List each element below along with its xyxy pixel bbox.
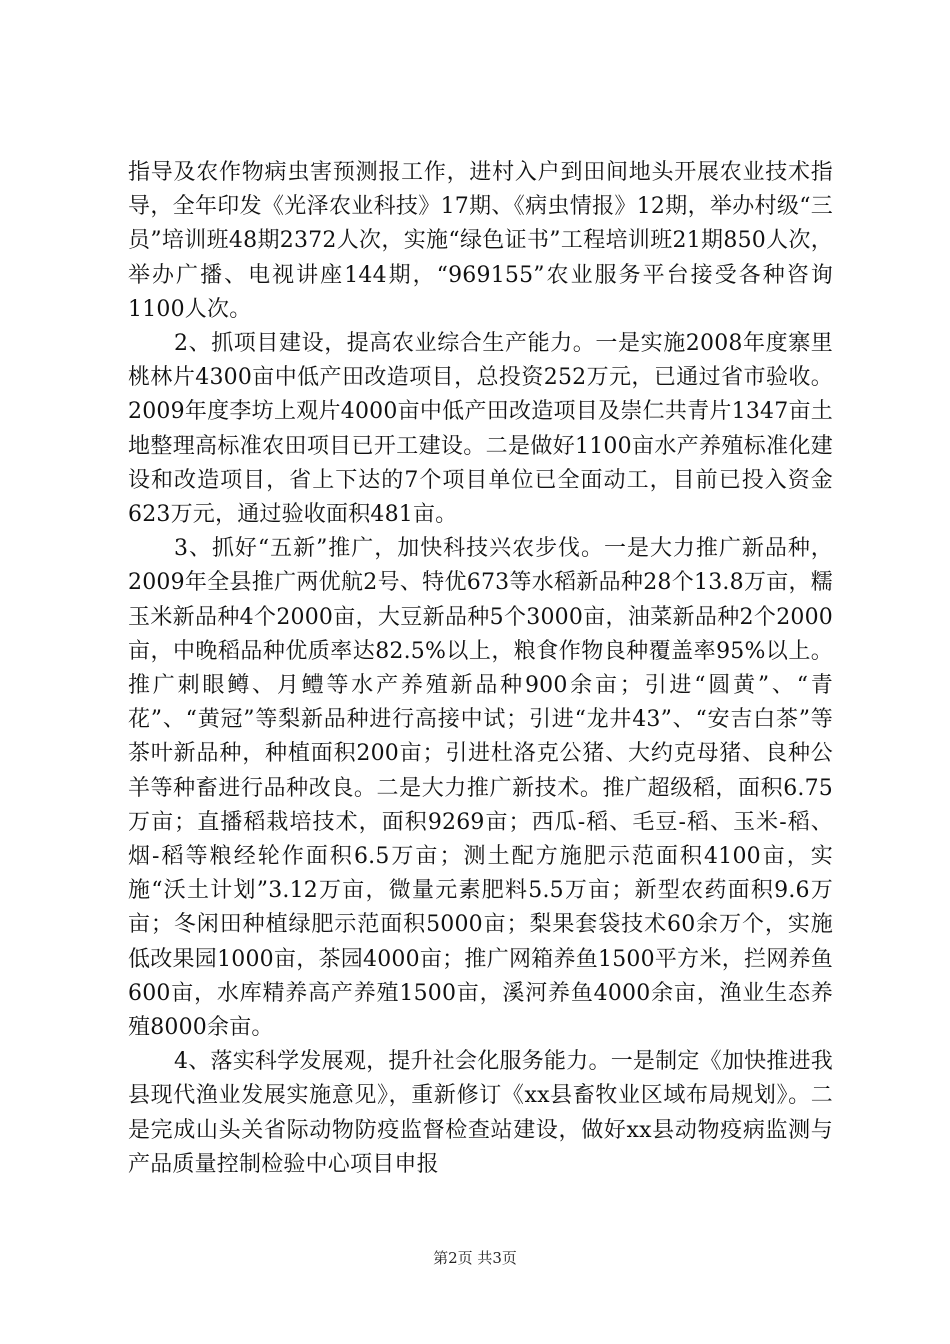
page-number-footer: 第2页 共3页 [433,1249,517,1267]
paragraph-five-new-promotion: 3、抓好“五新”推广，加快科技兴农步伐。一是大力推广新品种，2009年全县推广两优航2号、特优673等水稻新品种28个13.8万亩，糯玉米新品种4个2000亩，大豆新品种5个3000亩，油菜新品种2个2000亩，中晚稻品种优质率达82.5%以上，粮食作物良种覆盖率95%以上。推广刺眼鳟、月鳢等水产养殖新品种900余亩；引进“圆黄”、“青花”、“黄冠”等梨新品种进行高接中试；引进“龙井43”、“安吉白茶”等茶叶新品种，种植面积200亩；引进杜洛克公猪、大约克母猪、良种公羊等种畜进行品种改良。二是大力推广新技术。推广超级稻，面积6.75万亩；直播稻栽培技术，面积9269亩；西瓜-稻、毛豆-稻、玉米-稻、烟-稻等粮经轮作面积6.5万亩；测土配方施肥示范面积4100亩，实施“沃土计划”3.12万亩，微量元素肥料5.5万亩；新型农药面积9.6万亩；冬闲田种植绿肥示范面积5000亩；梨果套袋技术60余万个，实施低改果园1000亩，茶园4000亩；推广网箱养鱼1500平方米，拦网养鱼600亩，水库精养高产养殖1500亩，溪河养鱼4000余亩，渔业生态养殖8000余亩。 [128,536,833,1041]
paragraph-project-construction: 2、抓项目建设，提高农业综合生产能力。一是实施2008年度寨里桃林片4300亩中低产田改造项目，总投资252万元，已通过省市验收。2009年度李坊上观片4000亩中低产田改造项目及崇仁共青片1347亩土地整理高标准农田项目已开工建设。二是做好1100亩水产养殖标准化建设和改造项目，省上下达的7个项目单位已全面动工，目前已投入资金623万元，通过验收面积481亩。 [128,331,833,528]
paragraph-continued: 指导及农作物病虫害预测报工作，进村入户到田间地头开展农业技术指导，全年印发《光泽农业科技》17期、《病虫情报》12期，举办村级“三员”培训班48期2372人次，实施“绿色证书”工程培训班21期850人次，举办广播、电视讲座144期，“969155”农业服务平台接受各种咨询1100人次。 [128,160,833,322]
paragraph-social-services: 4、落实科学发展观，提升社会化服务能力。一是制定《加快推进我县现代渔业发展实施意见》，重新修订《xx县畜牧业区域布局规划》。二是完成山头关省际动物防疫监督检查站建设，做好xx县动物疫病监测与产品质量控制检验中心项目申报 [128,1049,833,1177]
document-body [128,156,833,1182]
